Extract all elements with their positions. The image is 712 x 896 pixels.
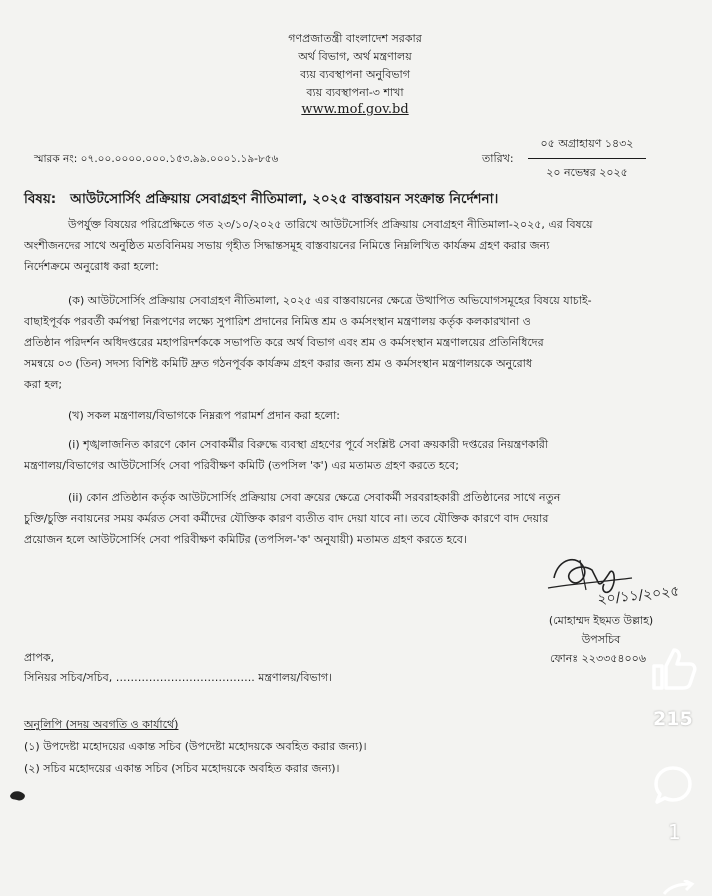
header-government: গণপ্রজাতন্ত্রী বাংলাদেশ সরকার — [288, 32, 422, 45]
share-arrow-icon[interactable] — [660, 880, 700, 896]
header-wing: ব্যয় ব্যবস্থাপনা অনুবিভাগ — [300, 68, 410, 81]
item-ka-line: প্রতিষ্ঠান পরিদর্শন অধিদপ্তরের মহাপরিদর্শককে সভাপতি করে অর্থ বিভাগ এবং শ্রম ও কর্মসংস্থান মন্ত্রণালয়ের প্রতিনিধিদের — [24, 336, 544, 349]
signature-date: ২০/১১/২০২৫ — [596, 583, 681, 608]
cc-title: অনুলিপি (সদয় অবগতি ও কার্যার্থে) — [24, 718, 179, 731]
item-i-line: (i) শৃঙ্খলাজনিত কারণে কোন সেবাকর্মীর বিরুদ্ধে ব্যবস্থা গ্রহণের পূর্বে সংশ্লিষ্ট সেবা ক্রয়কারী দপ্তরের নিয়ন্ত্রণকারী — [68, 438, 549, 451]
date-bangla: ০৫ অগ্রাহায়ণ ১৪৩২ — [528, 135, 646, 159]
thumbs-up-icon[interactable] — [650, 646, 698, 692]
ink-blot — [8, 788, 28, 804]
intro-line: অংশীজনদের সাথে অনুষ্ঠিত মতবিনিময় সভায় গৃহীত সিদ্ধান্তসমূহ বাস্তবায়নের নিমিত্তে নিম্নলিখিত কার্যক্রম গ্রহণ করার জন্য — [24, 239, 550, 252]
item-ii-paragraph — [24, 487, 688, 550]
memo-number: স্মারক নং: ০৭.০০.০০০০.০০০.১৫৩.৯৯.০০০১.১৯-৮৫৬ — [34, 153, 279, 165]
cc-item: (২) সচিব মহোদয়ের একান্ত সচিব (সচিব মহোদয়কে অবহিত করার জন্য)। — [24, 762, 340, 775]
item-ii-line: (ii) কোন প্রতিষ্ঠান কর্তৃক আউটসোর্সিং প্রক্রিয়ায় সেবা ক্রয়ের ক্ষেত্রে সেবাকর্মী সরবরাহকারী প্রতিষ্ঠানের সাথে নতুন — [68, 491, 561, 504]
cc-item: (১) উপদেষ্টা মহোদয়ের একান্ত সচিব (উপদেষ্টা মহোদয়কে অবহিত করার জন্য)। — [24, 740, 367, 753]
intro-line: নির্দেশক্রমে অনুরোধ করা হলো: — [24, 260, 159, 273]
comment-count: 1 — [668, 820, 681, 844]
header-division: অর্থ বিভাগ, অর্থ মন্ত্রণালয় — [298, 50, 412, 63]
item-ka-line: করা হল; — [24, 378, 63, 391]
date-english: ২০ নভেম্বর ২০২৫ — [546, 166, 628, 179]
subject-line — [24, 188, 498, 211]
recipient-label: প্রাপক, — [24, 651, 55, 664]
intro-paragraph — [24, 214, 688, 277]
signatory-designation: উপসচিব — [581, 633, 621, 646]
comment-bubble-icon[interactable] — [652, 764, 694, 806]
item-ka-line: বাছাইপূর্বক পরবর্তী কর্মপন্থা নিরূপণের লক্ষ্যে সুপারিশ প্রদানের নিমিত্ত শ্রম ও কর্মসংস্থান মন্ত্রণালয় কর্তৃক কলকারখানা ও — [24, 315, 531, 328]
signatory-phone: ফোনঃ ২২৩৩৫৪০০৬ — [550, 652, 646, 665]
like-count: 215 — [653, 708, 693, 730]
item-ii-line: প্রয়োজন হলে আউটসোর্সিং সেবা পরিবীক্ষণ কমিটির (তপসিল-'ক' অনুযায়ী) মতামত গ্রহণ করতে হবে। — [24, 533, 467, 546]
item-ii-line: চুক্তি/চুক্তি নবায়নের সময় কর্মরত সেবা কর্মীদের যৌক্তিক কারণ ব্যতীত বাদ দেয়া যাবে না। তবে যৌক্তিক কারণে বাদ দেয়ার — [24, 512, 549, 525]
item-ka-line: সমন্বয়ে ০৩ (তিন) সদস্য বিশিষ্ট কমিটি দ্রুত গঠনপূর্বক কার্যক্রম গ্রহণ করার জন্য শ্রম ও কর্মসংস্থান মন্ত্রণালয়কে অনুরোধ — [24, 357, 533, 370]
date-box — [528, 135, 646, 183]
item-ka-paragraph — [24, 290, 688, 395]
item-kha-line: (খ) সকল মন্ত্রণালয়/বিভাগকে নিম্নরূপ পরামর্শ প্রদান করা হলো: — [68, 409, 340, 422]
signatory-name: (মোহাম্মদ ইছমত উল্লাহ) — [548, 614, 654, 627]
subject-text: আউটসোর্সিং প্রক্রিয়ায় সেবাগ্রহণ নীতিমালা, ২০২৫ বাস্তবায়ন সংক্রান্ত নির্দেশনা। — [70, 191, 499, 207]
recipient-line: সিনিয়র সচিব/সচিব, ……………………………….. মন্ত্রণালয়/বিভাগ। — [24, 671, 333, 684]
signature-scribble — [540, 548, 690, 614]
date-label: তারিখ: — [482, 152, 514, 165]
header-url[interactable]: www.mof.gov.bd — [301, 102, 409, 117]
item-kha-paragraph — [68, 405, 688, 426]
item-ka-line: (ক) আউটসোর্সিং প্রক্রিয়ায় সেবাগ্রহণ নীতিমালা, ২০২৫ এর বাস্তবায়নের ক্ষেত্রে উত্থাপিত অভিযোগসমূহের বিষয়ে যাচাই- — [68, 294, 592, 307]
header-branch: ব্যয় ব্যবস্থাপনা-৩ শাখা — [306, 86, 404, 99]
subject-label: বিষয়: — [24, 191, 57, 207]
item-i-paragraph — [24, 434, 688, 476]
intro-line: উপর্যুক্ত বিষয়ের পরিপ্রেক্ষিতে গত ২৩/১০/২০২৫ তারিখে আউটসোর্সিং প্রক্রিয়ায় সেবাগ্রহণ নীতিমালা-২০২৫, এর বিষয়ে — [68, 218, 593, 231]
item-i-line: মন্ত্রণালয়/বিভাগের আউটসোর্সিং সেবা পরিবীক্ষণ কমিটি (তপসিল 'ক') এর মতামত গ্রহণ করতে হবে; — [24, 459, 459, 472]
